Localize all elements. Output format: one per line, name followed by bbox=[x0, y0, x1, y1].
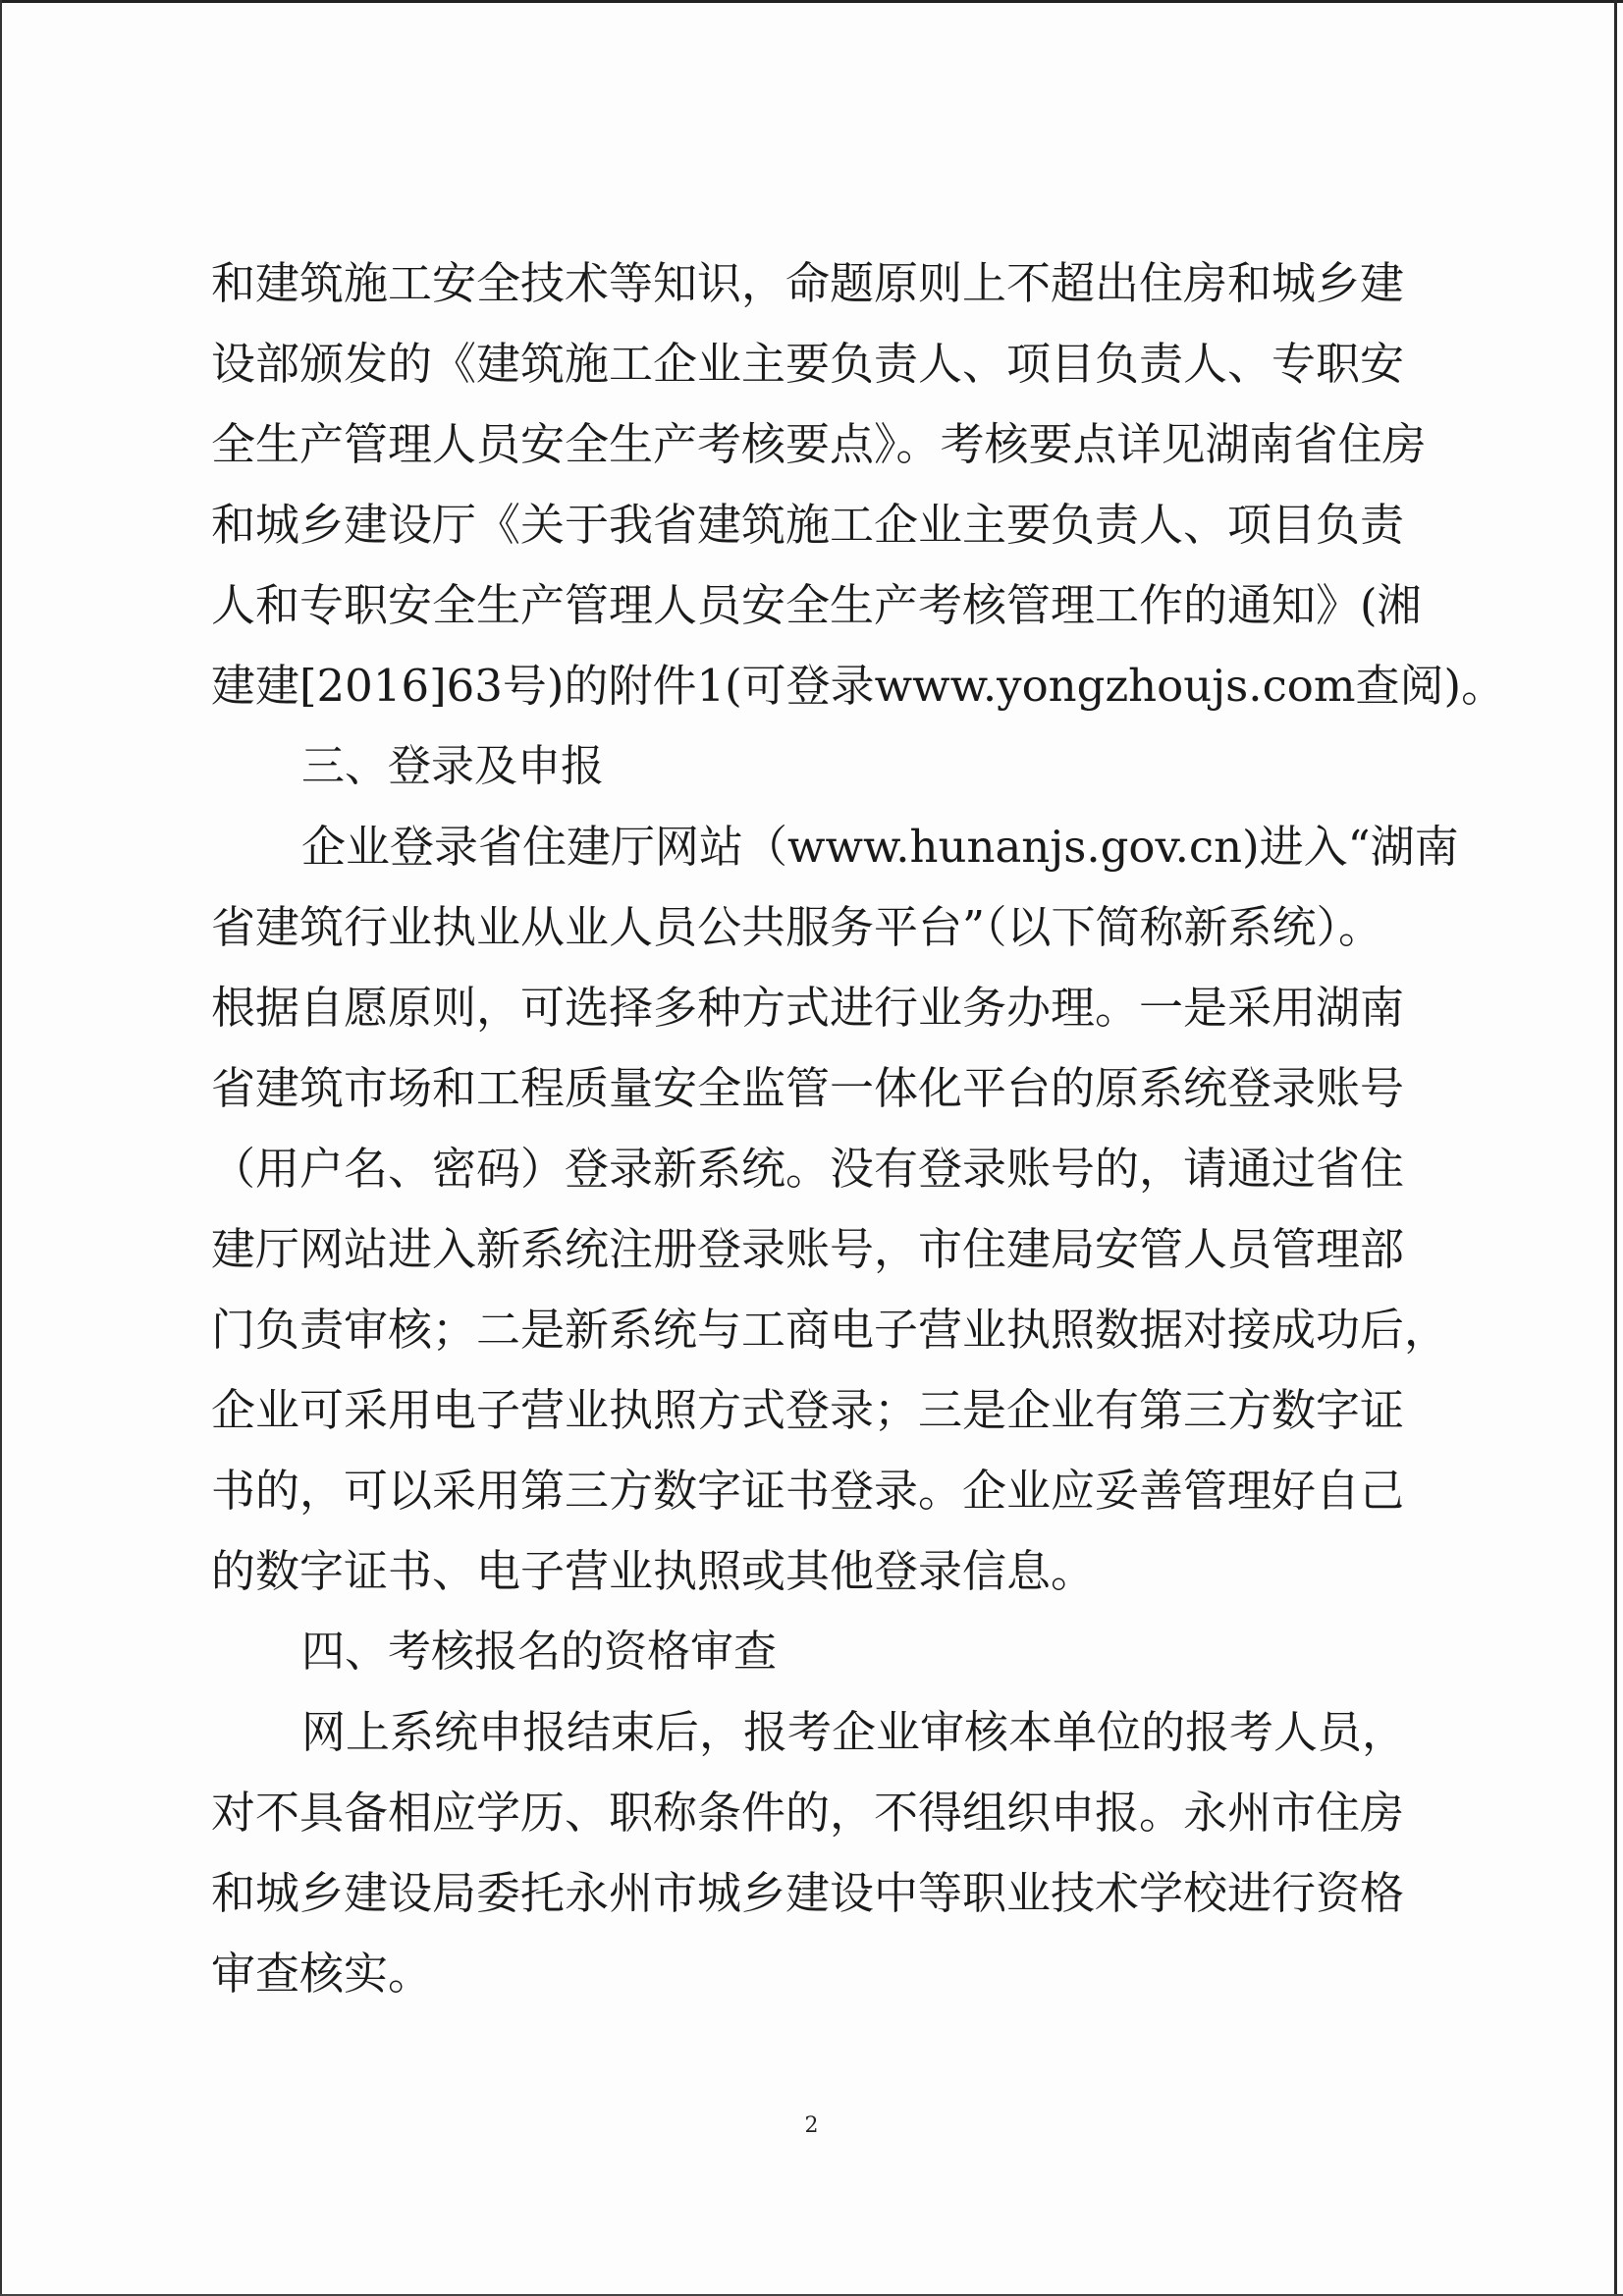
paragraph-line: 和建筑施工安全技术等知识，命题原则上不超出住房和城乡建 bbox=[211, 257, 1405, 309]
qualification-paragraph bbox=[211, 1692, 1407, 2014]
paragraph-line: 的数字证书、电子营业执照或其他登录信息。 bbox=[211, 1545, 1096, 1597]
paragraph-line: 省建筑市场和工程质量安全监管一体化平台的原系统登录账号 bbox=[211, 1062, 1405, 1114]
page-number: 2 bbox=[804, 2113, 819, 2138]
intro-paragraph bbox=[211, 243, 1506, 726]
paragraph-line: 人和专职安全生产管理人员安全生产考核管理工作的通知》(湘 bbox=[211, 579, 1422, 631]
section-heading-qualification: 四、考核报名的资格审查 bbox=[301, 1627, 777, 1677]
paragraph-line: 企业可采用电子营业执照方式登录；三是企业有第三方数字证 bbox=[211, 1384, 1405, 1436]
paragraph-line: （用户名、密码）登录新系统。没有登录账号的，请通过省住 bbox=[211, 1143, 1405, 1195]
paragraph-line: 和城乡建设局委托永州市城乡建设中等职业技术学校进行资格 bbox=[211, 1867, 1405, 1919]
scan-border-left bbox=[0, 0, 2, 2296]
scan-border-top bbox=[0, 0, 1623, 3]
paragraph-line: 对不具备相应学历、职称条件的，不得组织申报。永州市住房 bbox=[211, 1787, 1405, 1839]
document-page bbox=[211, 243, 1506, 2014]
paragraph-line: 建厅网站进入新系统注册登录账号，市住建局安管人员管理部 bbox=[211, 1223, 1405, 1275]
scan-border-right bbox=[1614, 0, 1617, 2296]
paragraph-line: 设部颁发的《建筑施工企业主要负责人、项目负责人、专职安 bbox=[211, 338, 1405, 390]
paragraph-line: 全生产管理人员安全生产考核要点》。考核要点详见湖南省住房 bbox=[211, 418, 1427, 470]
paragraph-line: 建建[2016]63号)的附件1(可登录www.yongzhoujs.com查阅)。 bbox=[211, 660, 1506, 712]
paragraph-line: 审查核实。 bbox=[211, 1948, 433, 2000]
paragraph-line: 根据自愿原则，可选择多种方式进行业务办理。一是采用湖南 bbox=[211, 982, 1405, 1034]
paragraph-line: 和城乡建设厅《关于我省建筑施工企业主要负责人、项目负责 bbox=[211, 499, 1405, 551]
section-heading-login: 三、登录及申报 bbox=[301, 741, 604, 791]
paragraph-line: 企业登录省住建厅网站（www.hunanjs.gov.cn)进入“湖南 bbox=[301, 821, 1459, 873]
paragraph-line: 书的，可以采用第三方数字证书登录。企业应妥善管理好自己 bbox=[211, 1465, 1405, 1517]
paragraph-line: 省建筑行业执业从业人员公共服务平台”（以下简称新系统）。 bbox=[211, 901, 1383, 953]
paragraph-line: 网上系统申报结束后，报考企业审核本单位的报考人员， bbox=[301, 1706, 1407, 1758]
login-paragraph bbox=[211, 807, 1459, 1612]
paragraph-line: 门负责审核；二是新系统与工商电子营业执照数据对接成功后， bbox=[211, 1304, 1449, 1356]
